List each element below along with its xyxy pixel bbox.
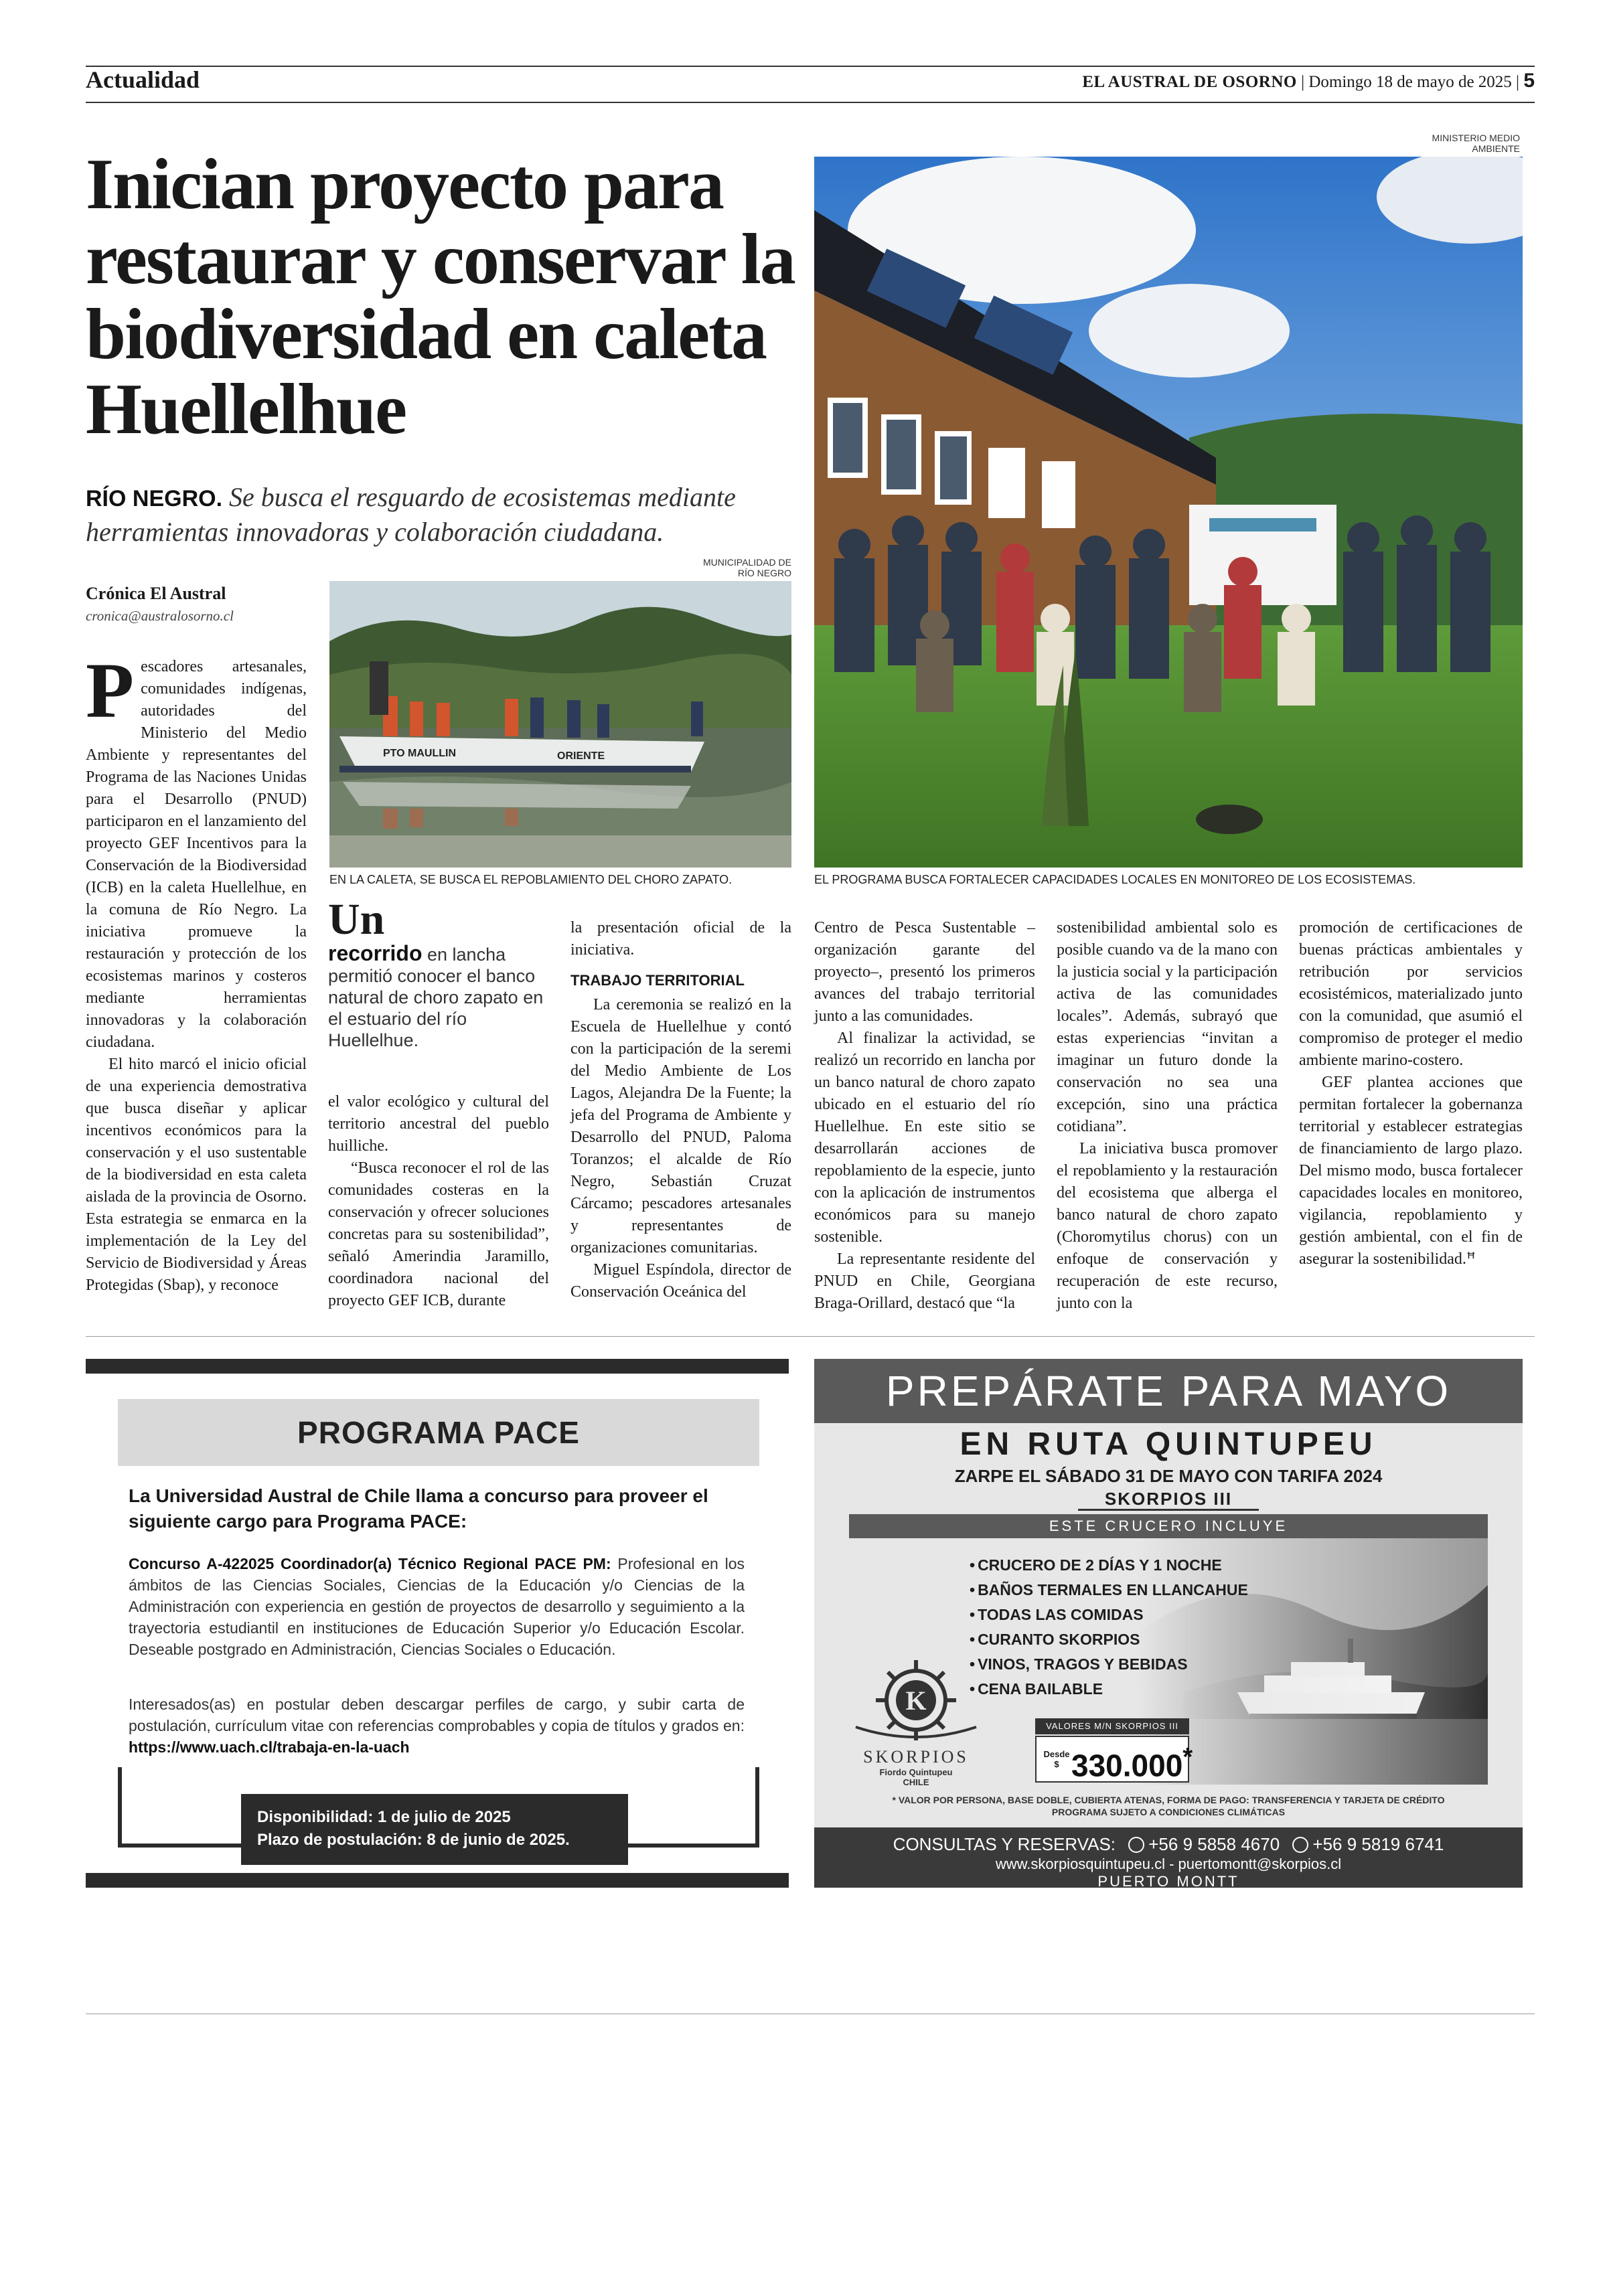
ad-top-bar xyxy=(86,1359,789,1374)
price-from-line1: Desde xyxy=(1043,1749,1070,1759)
paragraph-text: GEF plantea acciones que permitan fortalecer la gobernanza territorial y establecer estrategias de financiamiento de largo plazo. Del mismo modo, busca fortalecer capacidades locales en monitoreo, vigilancia, repoblamiento y gestión ambiental, con el fin de asegurar la sostenibilidad. xyxy=(1299,1074,1523,1268)
photo1-caption: EN LA CALETA, SE BUSCA EL REPOBLAMIENTO DEL CHORO ZAPATO. xyxy=(329,873,733,886)
section-subtitle: TRABAJO TERRITORIAL xyxy=(570,972,745,989)
price-from xyxy=(1043,1749,1070,1769)
ad-sk-price-box xyxy=(1035,1736,1193,1783)
ad-sk-headline: PREPÁRATE PARA MAYO xyxy=(814,1359,1523,1423)
paragraph xyxy=(1299,1072,1523,1270)
paragraph: promoción de certificaciones de buenas prácticas ambientales y retribución por servicios ecosistémicos, materializado junto con la comunidad, que asumió el compromiso de proteger el medio ambiente marino-costero. xyxy=(1299,919,1523,1069)
ad-sk-route: EN RUTA QUINTUPEU xyxy=(960,1426,1377,1462)
phone-2[interactable]: +56 9 5819 6741 xyxy=(1312,1834,1444,1854)
masthead-separator: | xyxy=(1301,73,1305,91)
ad-sk-price-label: VALORES M/N SKORPIOS III xyxy=(1035,1718,1189,1734)
ad-sk-sailing: ZARPE EL SÁBADO 31 DE MAYO CON TARIFA 2024 xyxy=(954,1466,1383,1486)
photo-group xyxy=(814,157,1523,868)
header-rule xyxy=(86,102,1535,103)
paragraph: El hito marcó el inicio oficial de una experiencia demostrativa que busca diseñar y aplicar incentivos económicos para la conservación y el uso sustentable de la biodiversidad en esta caleta aislada de la provincia de Osorno. Esta estrategia se enmarca en la implementación de la Ley del Servicio de Biodiversidad y Áreas Protegidas (Sbap), y reconoce xyxy=(86,1056,307,1294)
paragraph: sostenibilidad ambiental solo es posible cuando va de la mano con la justicia social y la participación activa de las comunidades locales”. Además, subrayó que estas experiencias “invitan a imaginar un futuro donde la conservación no sea una excepción, sino una práctica cotidiana”. xyxy=(1057,919,1278,1135)
byline-email: cronica@australosorno.cl xyxy=(86,608,234,624)
newspaper-name: EL AUSTRAL DE OSORNO xyxy=(1082,73,1297,91)
whatsapp-icon xyxy=(1128,1837,1144,1853)
list-item: • VINOS, TRAGOS Y BEBIDAS xyxy=(970,1652,1248,1677)
masthead xyxy=(1082,70,1535,92)
paragraph: “Busca reconocer el rol de las comunidades costeras en la conservación y ofrecer soluciones concretas para su sostenibilidad”, señaló Amerindia Jaramillo, coordinadora nacional del proyecto GEF ICB, durante xyxy=(328,1159,549,1309)
brand-sub-line2: CHILE xyxy=(903,1777,929,1787)
price-amount: 330.000 xyxy=(1071,1748,1183,1783)
masthead-separator: | xyxy=(1516,73,1520,91)
ad-sk-contact xyxy=(814,1827,1523,1888)
pull-quote-lead: recorrido xyxy=(328,941,423,965)
ad-apply-url[interactable]: https://www.uach.cl/trabaja-en-la-uach xyxy=(129,1738,410,1756)
ad-sk-brand: SKORPIOS xyxy=(863,1747,969,1767)
ad-deadline: Plazo de postulación: 8 de junio de 2025. xyxy=(257,1831,570,1849)
ad-programa-pace xyxy=(86,1359,789,1888)
pull-quote-big: Un xyxy=(328,895,385,944)
paragraph: la presentación oficial de la iniciativa. xyxy=(570,919,791,959)
deck-text: Se busca el resguardo de ecosistemas mediante herramientas innovadoras y colaboración ciudadana. xyxy=(86,482,736,547)
article-headline: Inician proyecto para restaurar y conservar la biodiversidad en caleta Huellelhue xyxy=(86,145,795,449)
byline xyxy=(86,584,307,625)
photo-boat xyxy=(329,581,791,868)
ad-availability: Disponibilidad: 1 de julio de 2025 xyxy=(257,1808,511,1826)
photo2-credit-line2: AMBIENTE xyxy=(1472,143,1520,154)
price-from-line2: $ xyxy=(1054,1759,1059,1769)
ad-skorpios xyxy=(814,1359,1523,1888)
pull-quote-text: en lancha permitió conocer el banco natural de choro zapato en el estuario del río Huellelhue. xyxy=(328,945,544,1050)
pull-quote xyxy=(328,897,556,1051)
ad-sk-brand-sub xyxy=(849,1767,983,1787)
photo1-credit xyxy=(603,557,791,578)
ad-sk-includes: ESTE CRUCERO INCLUYE xyxy=(849,1514,1488,1538)
contact-web[interactable]: www.skorpiosquintupeu.cl - puertomontt@skorpios.cl xyxy=(995,1856,1342,1872)
section-name: Actualidad xyxy=(86,66,200,93)
boat-name-2: ORIENTE xyxy=(557,750,605,762)
ad-apply-instructions xyxy=(129,1694,745,1758)
ad-bottom-bar xyxy=(86,1873,789,1888)
fine-line2: PROGRAMA SUJETO A CONDICIONES CLIMÁTICAS xyxy=(1051,1807,1286,1817)
paragraph: Centro de Pesca Sustentable –organización garante del proyecto–, presentó los primeros avances del trabajo territorial junto a las comunidades. xyxy=(814,919,1035,1025)
logo-letter: K xyxy=(905,1686,927,1716)
article-column-5 xyxy=(1057,917,1278,1315)
price-mark: * xyxy=(1182,1742,1193,1771)
contact-label: CONSULTAS Y RESERVAS: xyxy=(893,1834,1116,1854)
issue-date: Domingo 18 de mayo de 2025 xyxy=(1308,73,1512,91)
paragraph: Miguel Espíndola, director de Conservación Oceánica del xyxy=(570,1261,791,1301)
article-column-4 xyxy=(814,917,1035,1315)
fine-line1: * VALOR POR PERSONA, BASE DOBLE, CUBIERTA ATENAS, FORMA DE PAGO: TRANSFERENCIA Y TARJETA DE CRÉDITO xyxy=(892,1795,1445,1805)
list-item: • CENA BAILABLE xyxy=(970,1677,1248,1702)
ad-job-title: Concurso A-422025 Coordinador(a) Técnico Regional PACE PM: xyxy=(129,1555,611,1572)
article-column-1 xyxy=(86,647,307,1297)
list-item: • CURANTO SKORPIOS xyxy=(970,1627,1248,1652)
article-deck xyxy=(86,481,795,549)
list-item: • BAÑOS TERMALES EN LLANCAHUE xyxy=(970,1578,1248,1603)
paragraph: Al finalizar la actividad, se realizó un recorrido en lancha por un banco natural de choro zapato ubicado en el estuario del río Huellelhue. En este sitio se desarrollarán acciones de repoblamiento de la especie, junto con la aplicación de instrumentos económicos para su manejo sostenible. xyxy=(814,1030,1035,1246)
ad-sk-fine-print xyxy=(814,1794,1523,1818)
drop-cap: P xyxy=(86,647,135,734)
deck-place: RÍO NEGRO. xyxy=(86,486,223,511)
boat-name-1: PTO MAULLIN xyxy=(383,748,457,759)
price-value xyxy=(1071,1742,1193,1783)
end-mark: ꟸ xyxy=(1466,1250,1476,1268)
ad-sk-includes-list xyxy=(970,1553,1248,1702)
top-rule xyxy=(86,66,1535,67)
brand-sub-line1: Fiordo Quintupeu xyxy=(879,1767,953,1777)
paragraph xyxy=(86,647,307,1054)
list-item: • CRUCERO DE 2 DÍAS Y 1 NOCHE xyxy=(970,1553,1248,1578)
ad-lead: La Universidad Austral de Chile llama a concurso para proveer el siguiente cargo para Programa PACE: xyxy=(129,1485,708,1532)
ad-sk-ship: SKORPIOS III xyxy=(1078,1489,1259,1511)
ad-dates-box xyxy=(241,1794,628,1865)
phone-1[interactable]: +56 9 5858 4670 xyxy=(1148,1834,1280,1854)
paragraph: el valor ecológico y cultural del territorio ancestral del pueblo huilliche. xyxy=(328,1093,549,1155)
ad-job-text: Profesional en los ámbitos de las Ciencias Sociales, Ciencias de la Educación y/o Ciencias de la Administración con experiencia en gestión de proyectos de desarrollo y seguimiento a la trayectoria estudiantil en instituciones de Educación Superior y/o Educación Escolar. Deseable postgrado en Administración, Ciencias Sociales o Educación. xyxy=(129,1555,745,1658)
photo1-credit-line1: MUNICIPALIDAD DE xyxy=(703,557,791,568)
article-bottom-rule xyxy=(86,1336,1535,1337)
list-item: • TODAS LAS COMIDAS xyxy=(970,1603,1248,1627)
article-column-3 xyxy=(570,917,791,1303)
paragraph: La representante residente del PNUD en Chile, Georgiana Braga-Orillard, destacó que “la xyxy=(814,1250,1035,1312)
ad-apply-text: Interesados(as) en postular deben descargar perfiles de cargo, y subir carta de postulación, currículum vitae con referencias comprobables y copia de títulos y grados en: xyxy=(129,1696,745,1734)
photo2-credit xyxy=(1379,133,1520,154)
paragraph: La iniciativa busca promover el repoblamiento y la restauración del ecosistema que alberga el banco natural de choro zapato (Choromytilus chorus) con un enfoque de conservación y recuperación de este recurso, junto con la xyxy=(1057,1140,1278,1312)
photo2-credit-line1: MINISTERIO MEDIO xyxy=(1432,133,1520,143)
ad-title: PROGRAMA PACE xyxy=(118,1399,759,1466)
photo2-caption: EL PROGRAMA BUSCA FORTALECER CAPACIDADES LOCALES EN MONITOREO DE LOS ECOSISTEMAS. xyxy=(814,873,1416,886)
paragraph: La ceremonia se realizó en la Escuela de Huellelhue y contó con la participación de la seremi del Medio Ambiente de Los Lagos, Alejandra De la Fuente; la jefa del Programa de Ambiente y Desarrollo del PNUD, Paloma Toranzos; el alcalde de Río Negro, Sebastián Cruzat Cárcamo; pescadores artesanales y representantes de organizaciones comunitarias. xyxy=(570,996,791,1256)
photo1-credit-line2: RÍO NEGRO xyxy=(737,568,791,578)
article-column-6 xyxy=(1299,917,1523,1270)
paragraph-text: escadores artesanales, comunidades indígenas, autoridades del Ministerio del Medio Ambiente y representantes del Programa de las Naciones Unidas para el Desarrollo (PNUD) participaron en el lanzamiento del proyecto GEF Incentivos para la Conservación de la Biodiversidad (ICB) en la caleta Huellelhue, en la comuna de Río Negro. La iniciativa promueve la restauración y protección de los ecosistemas marinos y costeros mediante herramientas innovadoras y la colaboración ciudadana. xyxy=(86,658,307,1051)
ad-job-description xyxy=(129,1553,745,1660)
page-number: 5 xyxy=(1523,70,1535,92)
byline-name: Crónica El Austral xyxy=(86,584,226,603)
whatsapp-icon xyxy=(1292,1837,1308,1853)
contact-city: PUERTO MONTT xyxy=(1097,1873,1239,1888)
article-column-2 xyxy=(328,1091,549,1312)
